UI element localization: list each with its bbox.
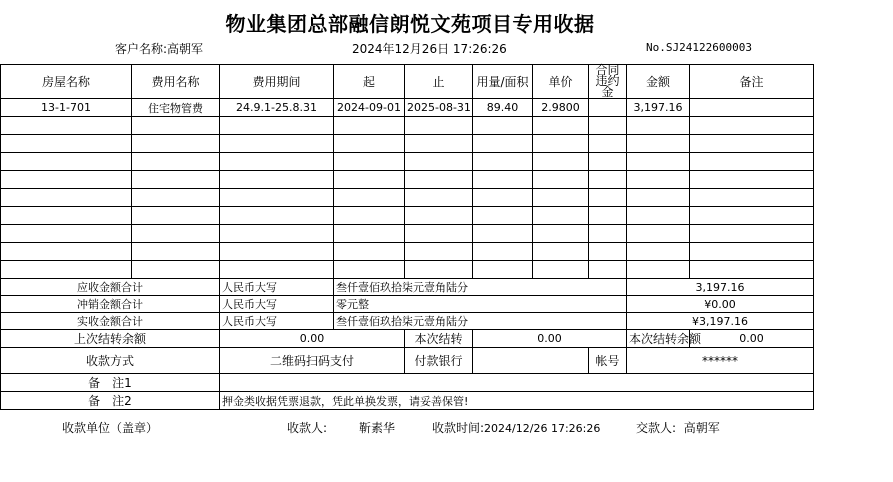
customer-label: 客户名称: <box>115 42 168 56</box>
payment-account-value: ****** <box>627 348 814 374</box>
col-header-start: 起 <box>334 65 405 99</box>
cell-usage: 89.40 <box>473 99 533 117</box>
empty-row <box>1 189 814 207</box>
last-balance-label: 上次结转余额 <box>1 330 220 348</box>
col-header-amount: 金额 <box>627 65 690 99</box>
receiver-label: 收款人: <box>287 421 328 435</box>
note2-row <box>1 392 814 410</box>
cell-amount: 3,197.16 <box>627 99 690 117</box>
receivable-label: 应收金额合计 <box>1 279 220 296</box>
offset-rmb-label: 人民币大写 <box>220 296 334 313</box>
note1-row <box>1 374 814 392</box>
payment-method-value: 二维码扫码支付 <box>220 348 405 374</box>
payment-method-label: 收款方式 <box>1 348 220 374</box>
empty-row <box>1 171 814 189</box>
receipt-time: 17:26:26 <box>452 42 507 56</box>
col-header-price: 单价 <box>533 65 589 99</box>
col-header-end: 止 <box>405 65 473 99</box>
receivable-words: 叁仟壹佰玖拾柒元壹角陆分 <box>334 279 627 296</box>
payer-label: 交款人: <box>636 421 677 435</box>
cell-fee: 住宅物管费 <box>132 99 220 117</box>
col-header-penalty: 合同违约金 <box>589 65 627 99</box>
offset-row <box>1 296 814 313</box>
col-header-fee: 费用名称 <box>132 65 220 99</box>
payment-row <box>1 348 814 374</box>
receivable-row <box>1 279 814 296</box>
balance-row <box>1 330 814 348</box>
empty-row <box>1 243 814 261</box>
actual-words: 叁仟壹佰玖拾柒元壹角陆分 <box>334 313 627 330</box>
cell-note <box>690 99 814 117</box>
col-header-usage: 用量/面积 <box>473 65 533 99</box>
receipt-number: No.SJ24122600003 <box>646 41 752 54</box>
receive-time-value: 2024/12/26 17:26:26 <box>484 422 601 435</box>
receipt-title: 物业集团总部融信朗悦文苑项目专用收据 <box>225 12 595 36</box>
receivable-amount: 3,197.16 <box>627 279 814 296</box>
empty-row <box>1 117 814 135</box>
offset-words: 零元整 <box>334 296 627 313</box>
payment-bank-value <box>473 348 589 374</box>
offset-amount: ¥0.00 <box>627 296 814 313</box>
this-carry-label: 本次结转 <box>405 330 473 348</box>
note1-label: 备 注1 <box>1 374 220 392</box>
actual-label: 实收金额合计 <box>1 313 220 330</box>
cell-end: 2025-08-31 <box>405 99 473 117</box>
note2-value: 押金类收据凭票退款，凭此单换发票，请妥善保管! <box>220 392 814 410</box>
empty-row <box>1 153 814 171</box>
cell-start: 2024-09-01 <box>334 99 405 117</box>
empty-row <box>1 207 814 225</box>
receipt-table <box>0 64 814 410</box>
col-header-house: 房屋名称 <box>1 65 132 99</box>
payer-name: 高朝军 <box>683 421 720 435</box>
receipt-date: 2024年12月26日 <box>352 42 450 56</box>
receiver-name: 靳素华 <box>359 421 396 435</box>
actual-row <box>1 313 814 330</box>
this-carry-value: 0.00 <box>473 330 627 348</box>
receipt-datetime <box>352 40 507 57</box>
footer-payer <box>636 419 720 436</box>
this-balance-value: 0.00 <box>690 330 814 348</box>
empty-row <box>1 225 814 243</box>
customer-info <box>115 40 203 57</box>
empty-row <box>1 261 814 279</box>
receivable-rmb-label: 人民币大写 <box>220 279 334 296</box>
empty-row <box>1 135 814 153</box>
last-balance-value: 0.00 <box>220 330 405 348</box>
col-header-period: 费用期间 <box>220 65 334 99</box>
cell-price: 2.9800 <box>533 99 589 117</box>
footer-unit-label: 收款单位（盖章） <box>62 421 159 435</box>
receive-time-label: 收款时间: <box>432 421 485 435</box>
note1-value <box>220 374 814 392</box>
cell-penalty <box>589 99 627 117</box>
customer-name: 高朝军 <box>167 42 204 56</box>
cell-house: 13-1-701 <box>1 99 132 117</box>
table-header-row <box>1 65 814 99</box>
col-header-note: 备注 <box>690 65 814 99</box>
payment-bank-label: 付款银行 <box>405 348 473 374</box>
actual-amount: ¥3,197.16 <box>627 313 814 330</box>
actual-rmb-label: 人民币大写 <box>220 313 334 330</box>
offset-label: 冲销金额合计 <box>1 296 220 313</box>
cell-period: 24.9.1-25.8.31 <box>220 99 334 117</box>
payment-account-label: 帐号 <box>589 348 627 374</box>
note2-label: 备 注2 <box>1 392 220 410</box>
table-row <box>1 99 814 117</box>
footer-receive-time <box>432 419 600 436</box>
this-balance-label: 本次结转余额 <box>627 330 690 348</box>
footer-receiver <box>287 419 395 436</box>
